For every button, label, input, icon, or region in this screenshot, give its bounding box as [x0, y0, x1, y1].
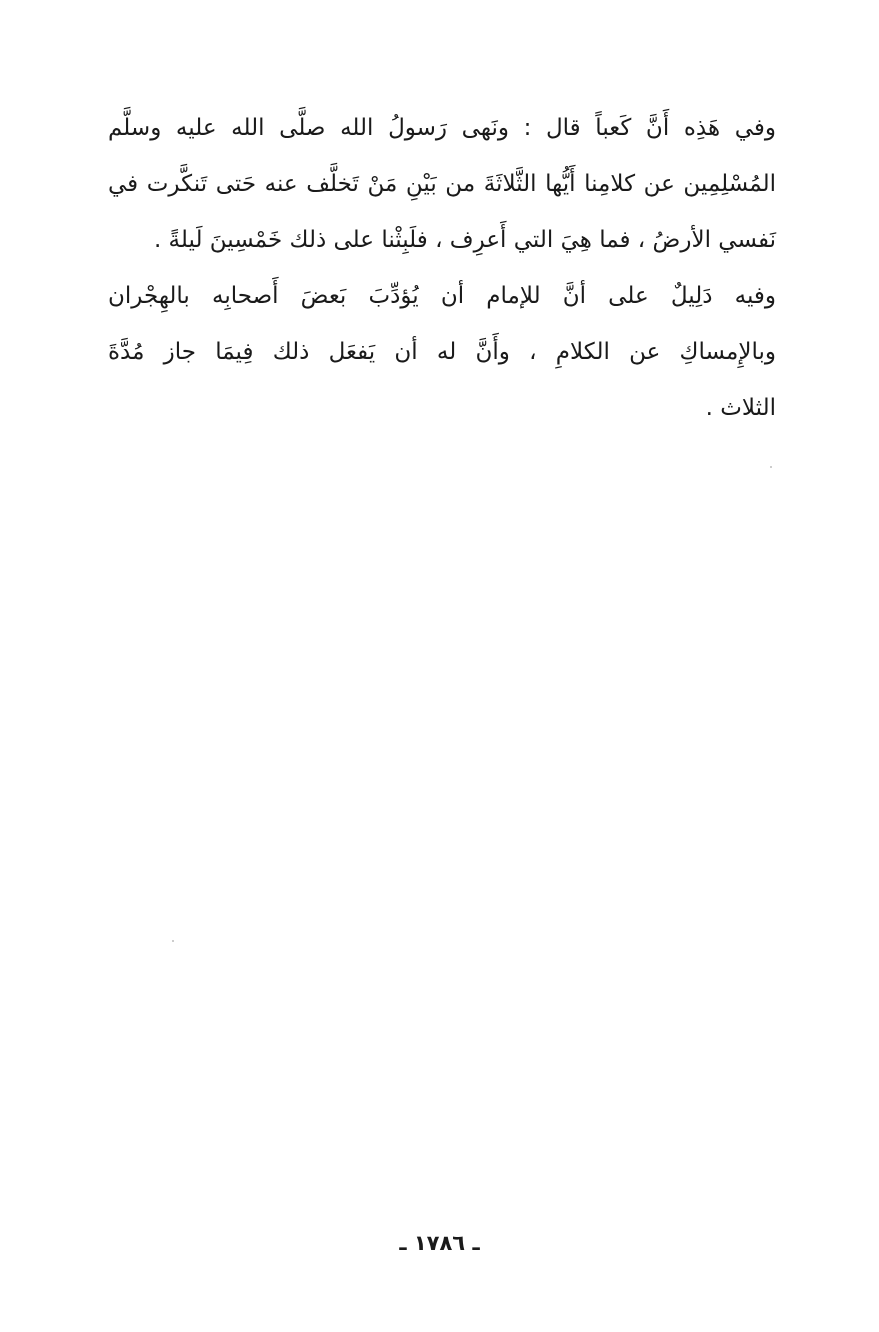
paragraph-imam-discipline — [108, 268, 776, 436]
text-line: المُسْلِمِين عن كلامِنا أَيُّها الثَّلاثَةَ من بَيْنِ مَنْ تَخلَّف عنه حَتى تَنكَّرت في — [108, 171, 776, 197]
text-line: الثلاث . — [705, 395, 776, 421]
paragraph-kaab-boycott — [108, 100, 776, 268]
page-number: ـ ١٧٨٦ ـ — [399, 1231, 480, 1255]
text-line: نَفسي الأرضُ ، فما هِيَ التي أَعرِف ، فلَبِثْنا على ذلك خَمْسِينَ لَيلةً . — [153, 227, 776, 253]
scan-speck — [172, 940, 174, 942]
text-line: وفيه دَلِيلٌ على أنَّ للإمام أن يُؤدِّبَ بَعضَ أَصحابِه بالهِجْران — [108, 283, 776, 309]
text-line: وفي هَذِه أَنَّ كَعباً قال : ونَهى رَسولُ الله صلَّى الله عليه وسلَّم — [108, 115, 776, 141]
text-line: وبالإِمساكِ عن الكلامِ ، وأَنَّ له أن يَفعَل ذلك فِيمَا جاز مُدَّةَ — [108, 339, 776, 365]
scan-speck — [770, 466, 772, 468]
